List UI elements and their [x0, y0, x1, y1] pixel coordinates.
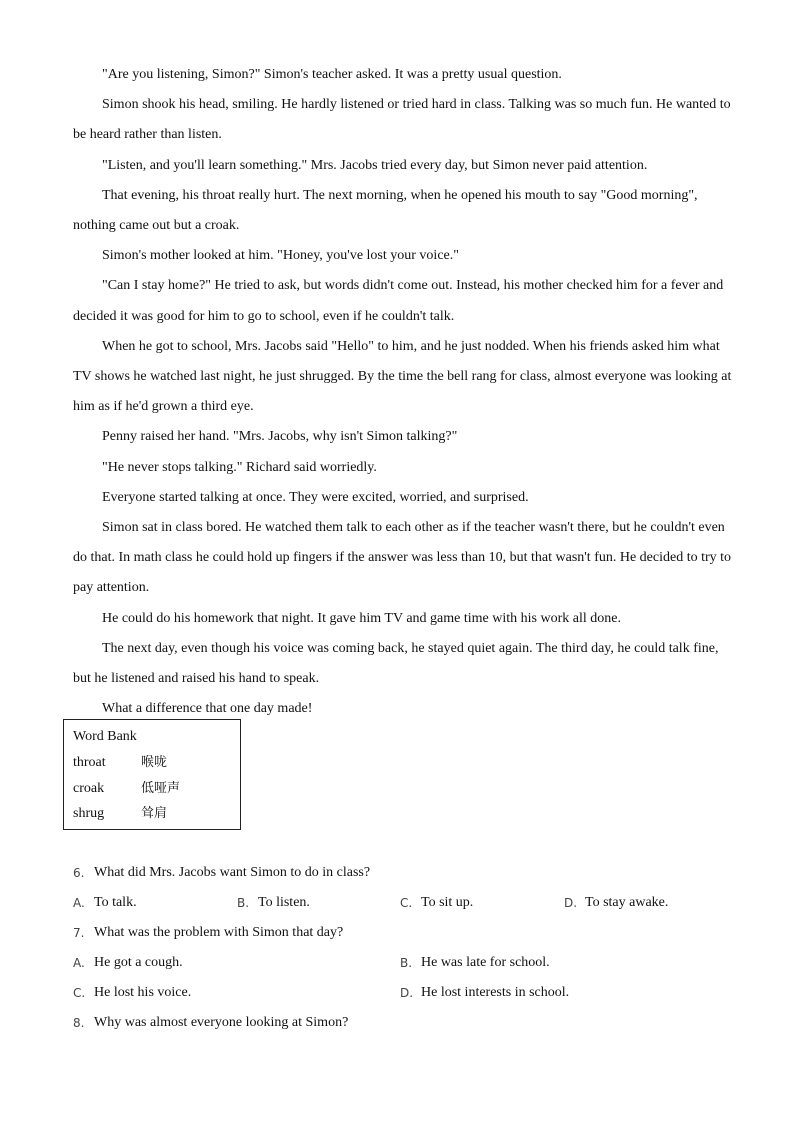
option-letter: B. [400, 956, 413, 970]
story-paragraph: He could do his homework that night. It gave him TV and game time with his work all done. [102, 610, 621, 626]
word-bank-box [63, 719, 241, 830]
word-bank-entry [73, 750, 231, 776]
question-8 [73, 1008, 753, 1038]
story-paragraph: "Are you listening, Simon?" Simon's teacher asked. It was a pretty usual question. [102, 67, 562, 82]
story-paragraph: When he got to school, Mrs. Jacobs said "Hello" to him, and he just nodded. When his friends asked him what TV shows he watched last night, he just shrugged. By the time the bell rang for class, almost everyone was looking at him as if he'd grown a third eye. [73, 338, 732, 415]
story-paragraph: Simon shook his head, smiling. He hardly listened or tried hard in class. Talking was so much fun. He wanted to be heard rather than listen. [73, 97, 731, 143]
option-letter: B. [237, 896, 250, 910]
option-c[interactable] [73, 978, 191, 1008]
option-letter: C. [73, 986, 86, 1000]
story-passage [73, 60, 733, 724]
story-paragraph: That evening, his throat really hurt. The next morning, when he opened his mouth to say "Good morning", nothing came out but a croak. [73, 187, 698, 234]
word-bank-english: croak [73, 780, 105, 796]
story-paragraph: "Can I stay home?" He tried to ask, but words didn't come out. Instead, his mother checked him for a fever and decided it was good for him to go to school, even if he couldn't talk. [73, 278, 724, 324]
question-7-options-row-2 [73, 978, 753, 1008]
word-bank-chinese: 低哑声 [141, 780, 181, 796]
story-paragraph: "Listen, and you'll learn something." Mrs. Jacobs tried every day, but Simon never paid attention. [102, 157, 648, 173]
option-text: He lost interests in school. [421, 985, 570, 1000]
question-text: What was the problem with Simon that day? [94, 925, 344, 940]
option-a[interactable] [73, 888, 137, 918]
option-text: He lost his voice. [94, 985, 192, 1000]
option-text: To sit up. [421, 895, 474, 910]
word-bank-entry [73, 776, 231, 802]
option-b[interactable] [400, 948, 550, 978]
word-bank-english: throat [73, 755, 106, 770]
option-letter: C. [400, 896, 413, 910]
story-paragraph: Simon's mother looked at him. "Honey, you've lost your voice." [102, 248, 459, 264]
question-number: 8. [73, 1016, 85, 1030]
story-paragraph: The next day, even though his voice was coming back, he stayed quiet again. The third day, he could talk fine, but he listened and raised his hand to speak. [73, 640, 719, 687]
word-bank-entry [73, 801, 231, 827]
option-d[interactable] [400, 978, 569, 1008]
option-a[interactable] [73, 948, 183, 978]
option-b[interactable] [237, 888, 310, 918]
option-letter: D. [564, 896, 578, 910]
question-7 [73, 918, 753, 948]
word-bank-chinese: 喉咙 [141, 755, 168, 770]
option-text: To listen. [258, 895, 310, 910]
question-7-options-row-1 [73, 948, 753, 978]
option-d[interactable] [564, 888, 668, 918]
option-text: He got a cough. [94, 955, 183, 970]
option-text: To talk. [94, 895, 137, 910]
option-text: To stay awake. [585, 895, 669, 910]
option-text: He was late for school. [421, 955, 550, 970]
story-paragraph: Everyone started talking at once. They were excited, worried, and surprised. [102, 489, 529, 505]
option-letter: D. [400, 986, 414, 1000]
word-bank-chinese: 耸肩 [141, 806, 168, 821]
question-6 [73, 858, 753, 888]
questions-section [73, 858, 753, 1038]
option-letter: A. [73, 956, 85, 970]
story-paragraph: What a difference that one day made! [102, 701, 313, 717]
question-6-options [73, 888, 753, 918]
word-bank-english: shrug [73, 806, 105, 821]
option-c[interactable] [400, 888, 473, 918]
word-bank-title: Word Bank [73, 729, 137, 744]
story-paragraph: Simon sat in class bored. He watched them talk to each other as if the teacher wasn't there, but he couldn't even do that. In math class he could hold up fingers if the answer was less than 10, but that wasn't fun. He decided to try to pay attention. [73, 520, 732, 596]
question-text: What did Mrs. Jacobs want Simon to do in class? [94, 865, 371, 880]
question-text: Why was almost everyone looking at Simon? [94, 1015, 349, 1030]
question-number: 6. [73, 866, 85, 880]
story-paragraph: "He never stops talking." Richard said worriedly. [102, 459, 377, 475]
option-letter: A. [73, 896, 85, 910]
question-number: 7. [73, 926, 85, 940]
story-paragraph: Penny raised her hand. "Mrs. Jacobs, why isn't Simon talking?" [102, 429, 458, 445]
